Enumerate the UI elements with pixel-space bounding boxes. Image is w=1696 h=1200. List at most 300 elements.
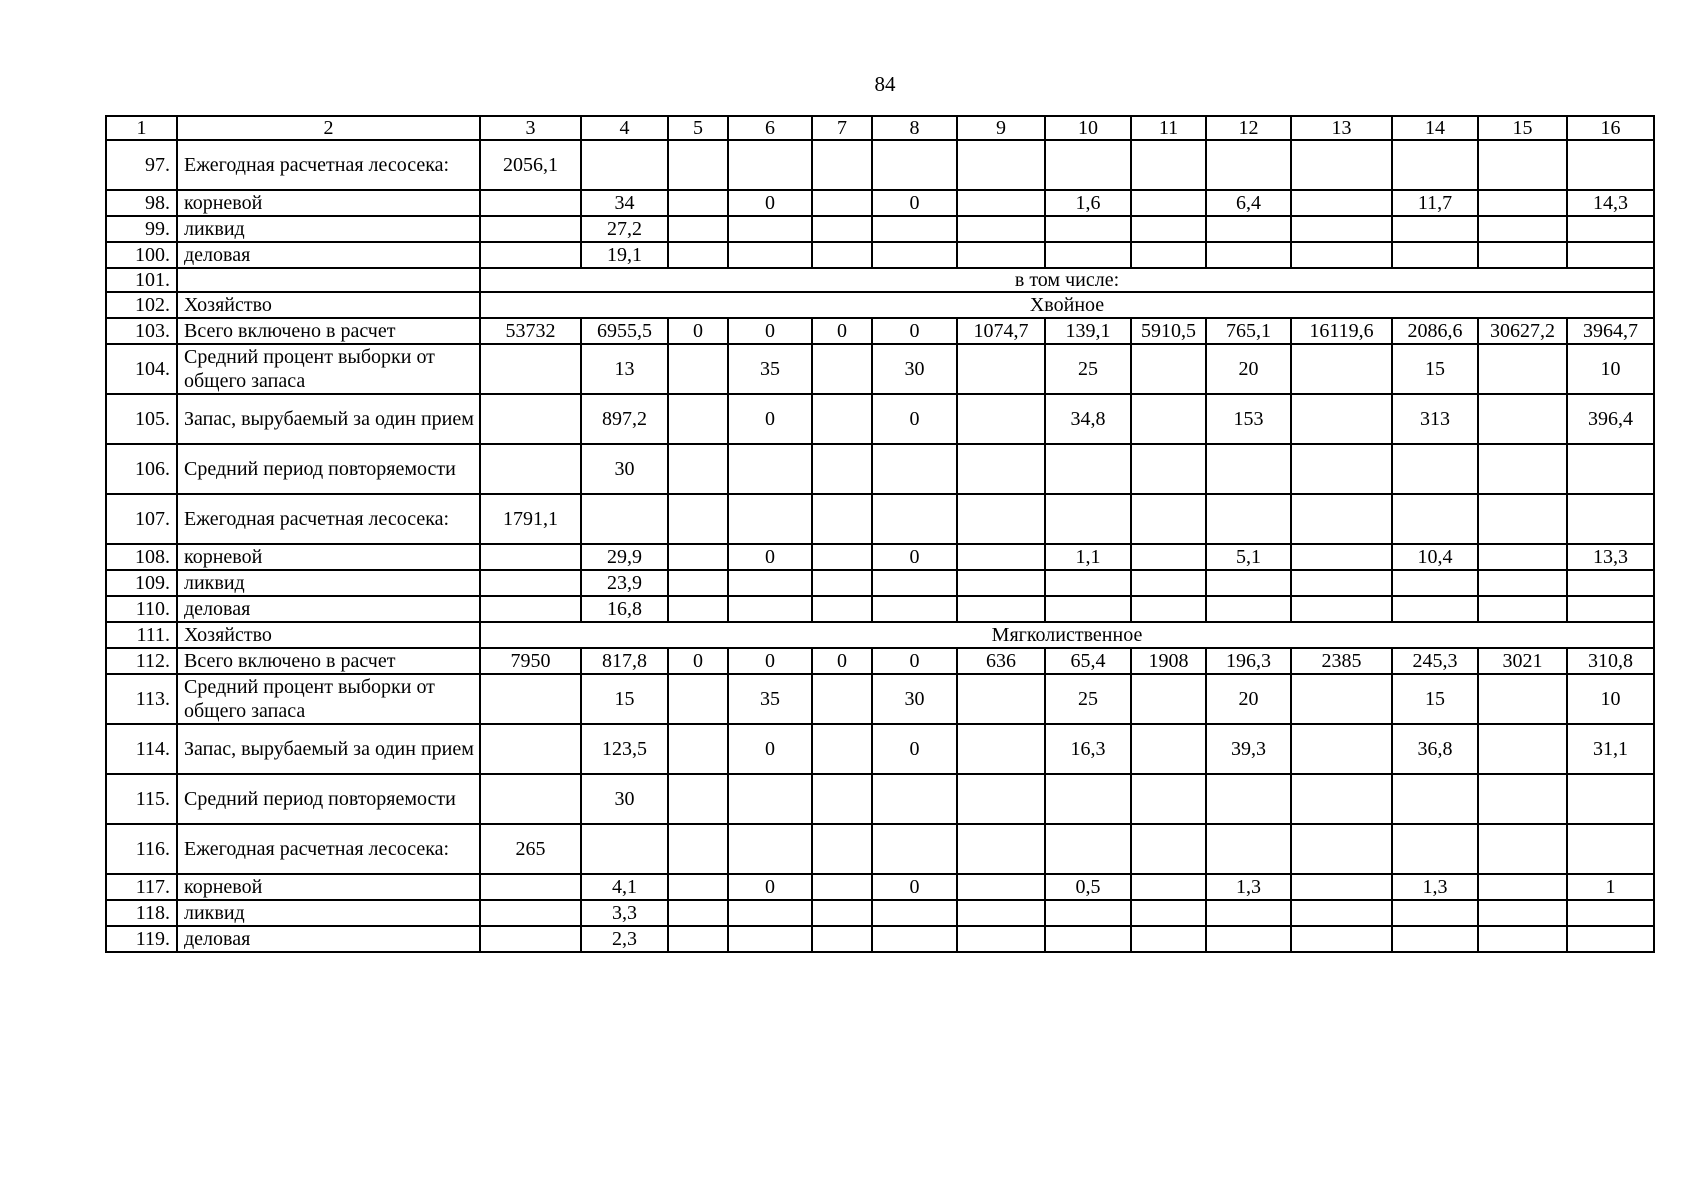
table-cell [1567, 216, 1654, 242]
table-cell [957, 926, 1045, 952]
table-cell [1567, 444, 1654, 494]
table-cell [872, 926, 957, 952]
row-label: корневой [177, 544, 480, 570]
table-cell: 0 [872, 394, 957, 444]
column-header: 9 [957, 116, 1045, 140]
table-cell [1291, 216, 1392, 242]
row-label: ликвид [177, 900, 480, 926]
table-cell [581, 494, 668, 544]
table-cell [1478, 596, 1567, 622]
table-cell [1206, 824, 1291, 874]
table-cell: 7950 [480, 648, 581, 674]
table-cell: 16,8 [581, 596, 668, 622]
table-cell [480, 190, 581, 216]
row-number: 105. [106, 394, 177, 444]
table-cell [728, 140, 812, 190]
table-cell: 3021 [1478, 648, 1567, 674]
table-cell [668, 900, 728, 926]
table-cell [1131, 674, 1206, 724]
table-row [106, 774, 1654, 824]
table-cell: 897,2 [581, 394, 668, 444]
table-cell [957, 344, 1045, 394]
table-cell: 30 [872, 344, 957, 394]
table-cell [872, 242, 957, 268]
table-cell [1131, 824, 1206, 874]
row-number: 106. [106, 444, 177, 494]
table-cell: 19,1 [581, 242, 668, 268]
table-cell [957, 674, 1045, 724]
table-cell: 1791,1 [480, 494, 581, 544]
table-cell: 0 [728, 190, 812, 216]
table-cell: 265 [480, 824, 581, 874]
table-cell [872, 824, 957, 874]
table-cell [1291, 874, 1392, 900]
row-label: Ежегодная расчетная лесосека: [177, 824, 480, 874]
table-cell [1131, 544, 1206, 570]
table-cell: 15 [581, 674, 668, 724]
table-row [106, 216, 1654, 242]
table-cell: 27,2 [581, 216, 668, 242]
column-header: 5 [668, 116, 728, 140]
table-cell [1131, 874, 1206, 900]
table-cell [480, 242, 581, 268]
table-row [106, 824, 1654, 874]
table-cell [1291, 926, 1392, 952]
table-cell [1567, 900, 1654, 926]
table-cell [1478, 190, 1567, 216]
table-cell: 5,1 [1206, 544, 1291, 570]
table-cell [1291, 900, 1392, 926]
table-cell: 6955,5 [581, 318, 668, 344]
table-cell: 29,9 [581, 544, 668, 570]
column-header: 4 [581, 116, 668, 140]
table-row [106, 648, 1654, 674]
table-cell [1478, 494, 1567, 544]
table-cell [728, 774, 812, 824]
table-cell [1567, 140, 1654, 190]
table-cell [668, 774, 728, 824]
table-cell [1478, 824, 1567, 874]
row-label: корневой [177, 190, 480, 216]
column-header: 10 [1045, 116, 1131, 140]
table-row [106, 900, 1654, 926]
table-cell [480, 774, 581, 824]
table-cell [1131, 926, 1206, 952]
table-cell: 10 [1567, 674, 1654, 724]
column-number-row [106, 116, 1654, 140]
table-cell: 0 [728, 874, 812, 900]
row-number: 108. [106, 544, 177, 570]
table-cell [1045, 570, 1131, 596]
table-cell [1291, 344, 1392, 394]
table-cell: 25 [1045, 674, 1131, 724]
row-number: 103. [106, 318, 177, 344]
table-cell: 245,3 [1392, 648, 1478, 674]
table-row [106, 724, 1654, 774]
table-cell: 0,5 [1045, 874, 1131, 900]
table-row [106, 494, 1654, 544]
table-cell: 0 [668, 318, 728, 344]
table-cell [480, 926, 581, 952]
row-label: Средний процент выборки от общего запаса [177, 344, 480, 394]
table-cell [1567, 570, 1654, 596]
row-label: Хозяйство [177, 622, 480, 648]
table-cell [812, 824, 872, 874]
table-cell [1291, 824, 1392, 874]
row-label: Средний период повторяемости [177, 774, 480, 824]
table-cell: 34,8 [1045, 394, 1131, 444]
table-cell [1392, 774, 1478, 824]
table-cell: 13,3 [1567, 544, 1654, 570]
row-number: 118. [106, 900, 177, 926]
table-cell [728, 444, 812, 494]
table-cell: 2385 [1291, 648, 1392, 674]
table-cell: 310,8 [1567, 648, 1654, 674]
table-cell [668, 494, 728, 544]
table-cell: 35 [728, 344, 812, 394]
table-cell [668, 926, 728, 952]
table-cell [668, 596, 728, 622]
row-number: 97. [106, 140, 177, 190]
table-row [106, 596, 1654, 622]
table-cell: 11,7 [1392, 190, 1478, 216]
table-row [106, 674, 1654, 724]
row-label [177, 268, 480, 292]
table-cell [1567, 824, 1654, 874]
table-cell [668, 674, 728, 724]
table-cell [480, 394, 581, 444]
table-cell: 0 [872, 544, 957, 570]
table-cell [957, 494, 1045, 544]
section-heading: Мягколиственное [480, 622, 1654, 648]
table-cell: 1 [1567, 874, 1654, 900]
row-label: Запас, вырубаемый за один прием [177, 724, 480, 774]
table-cell [1478, 242, 1567, 268]
table-cell: 0 [728, 318, 812, 344]
table-cell: 14,3 [1567, 190, 1654, 216]
table-cell: 1,1 [1045, 544, 1131, 570]
table-cell [957, 544, 1045, 570]
column-header: 15 [1478, 116, 1567, 140]
row-label: Ежегодная расчетная лесосека: [177, 494, 480, 544]
table-cell [1045, 926, 1131, 952]
row-label: ликвид [177, 570, 480, 596]
table-cell [812, 874, 872, 900]
table-cell [668, 242, 728, 268]
table-cell [668, 570, 728, 596]
table-cell [728, 900, 812, 926]
table-cell [1291, 242, 1392, 268]
table-cell [480, 344, 581, 394]
table-cell: 36,8 [1392, 724, 1478, 774]
table-cell [480, 724, 581, 774]
table-cell [1392, 570, 1478, 596]
table-cell [1131, 444, 1206, 494]
table-cell [1206, 570, 1291, 596]
table-cell [1131, 242, 1206, 268]
table-cell [668, 216, 728, 242]
table-cell: 30627,2 [1478, 318, 1567, 344]
column-header: 11 [1131, 116, 1206, 140]
table-cell [1291, 494, 1392, 544]
table-cell: 0 [728, 394, 812, 444]
table-cell: 1,6 [1045, 190, 1131, 216]
table-cell: 15 [1392, 674, 1478, 724]
table-cell [1291, 140, 1392, 190]
table-cell [1567, 926, 1654, 952]
table-cell [957, 190, 1045, 216]
row-label: Всего включено в расчет [177, 648, 480, 674]
table-cell [1478, 774, 1567, 824]
column-header: 1 [106, 116, 177, 140]
row-number: 119. [106, 926, 177, 952]
table-cell [1392, 596, 1478, 622]
table-cell [1478, 140, 1567, 190]
table-cell [1478, 874, 1567, 900]
table-cell: 2,3 [581, 926, 668, 952]
row-number: 112. [106, 648, 177, 674]
table-cell [812, 544, 872, 570]
table-row [106, 544, 1654, 570]
table-cell [957, 900, 1045, 926]
table-cell: 0 [872, 190, 957, 216]
table-cell: 10 [1567, 344, 1654, 394]
table-cell [1206, 926, 1291, 952]
table-cell [1131, 494, 1206, 544]
table-cell [872, 140, 957, 190]
table-body [106, 140, 1654, 952]
table-cell [1291, 444, 1392, 494]
table-cell: 0 [728, 544, 812, 570]
table-cell [1291, 596, 1392, 622]
row-number: 102. [106, 292, 177, 318]
table-cell: 1908 [1131, 648, 1206, 674]
table-cell [957, 394, 1045, 444]
row-number: 110. [106, 596, 177, 622]
table-cell: 31,1 [1567, 724, 1654, 774]
table-cell [1291, 394, 1392, 444]
row-label: Средний период повторяемости [177, 444, 480, 494]
table-cell [1045, 140, 1131, 190]
table-cell: 396,4 [1567, 394, 1654, 444]
table-cell [1478, 570, 1567, 596]
table-cell [668, 190, 728, 216]
table-row [106, 444, 1654, 494]
table-cell [1131, 394, 1206, 444]
table-cell [957, 724, 1045, 774]
table-cell: 817,8 [581, 648, 668, 674]
table-cell [480, 596, 581, 622]
table-cell: 16119,6 [1291, 318, 1392, 344]
table-cell [872, 494, 957, 544]
row-number: 100. [106, 242, 177, 268]
table-row [106, 394, 1654, 444]
table-cell [1478, 216, 1567, 242]
table-cell: 0 [872, 724, 957, 774]
table-cell [1567, 242, 1654, 268]
table-cell [872, 900, 957, 926]
table-cell [812, 774, 872, 824]
table-cell: 0 [812, 318, 872, 344]
table-cell [480, 570, 581, 596]
table-cell: 0 [728, 724, 812, 774]
table-cell [812, 926, 872, 952]
table-cell [1392, 140, 1478, 190]
table-cell [812, 570, 872, 596]
row-label: Ежегодная расчетная лесосека: [177, 140, 480, 190]
table-cell [668, 724, 728, 774]
table-cell [872, 444, 957, 494]
table-cell [1045, 444, 1131, 494]
table-row [106, 140, 1654, 190]
table-cell [1567, 494, 1654, 544]
table-cell [1478, 344, 1567, 394]
table-cell [872, 774, 957, 824]
table-row [106, 926, 1654, 952]
table-row [106, 344, 1654, 394]
table-cell: 0 [872, 318, 957, 344]
table-cell: 20 [1206, 344, 1291, 394]
table-cell: 1,3 [1206, 874, 1291, 900]
table-cell [812, 596, 872, 622]
table-cell: 39,3 [1206, 724, 1291, 774]
table-cell [1478, 674, 1567, 724]
table-cell [812, 444, 872, 494]
table-cell [957, 570, 1045, 596]
table-cell [480, 874, 581, 900]
table-cell: 35 [728, 674, 812, 724]
table-cell [728, 596, 812, 622]
table-cell: 25 [1045, 344, 1131, 394]
row-label: Запас, вырубаемый за один прием [177, 394, 480, 444]
row-number: 104. [106, 344, 177, 394]
table-cell: 3,3 [581, 900, 668, 926]
table-cell [957, 140, 1045, 190]
table-cell [1392, 494, 1478, 544]
column-header: 3 [480, 116, 581, 140]
table-cell [957, 596, 1045, 622]
table-cell: 20 [1206, 674, 1291, 724]
table-row [106, 292, 1654, 318]
table-row [106, 242, 1654, 268]
table-cell [480, 444, 581, 494]
table-cell: 123,5 [581, 724, 668, 774]
table-cell: 0 [872, 648, 957, 674]
table-cell [668, 444, 728, 494]
table-cell [1131, 900, 1206, 926]
row-number: 99. [106, 216, 177, 242]
table-cell [1045, 494, 1131, 544]
row-label: Средний процент выборки от общего запаса [177, 674, 480, 724]
table-cell [812, 674, 872, 724]
table-cell [480, 900, 581, 926]
table-cell: 15 [1392, 344, 1478, 394]
table-cell [812, 190, 872, 216]
table-cell [1206, 242, 1291, 268]
table-cell [728, 242, 812, 268]
table-cell: 23,9 [581, 570, 668, 596]
table-cell: 6,4 [1206, 190, 1291, 216]
row-number: 113. [106, 674, 177, 724]
page-number: 84 [874, 72, 896, 96]
column-header: 14 [1392, 116, 1478, 140]
table-cell [1206, 444, 1291, 494]
table-cell [957, 824, 1045, 874]
table-cell: 4,1 [581, 874, 668, 900]
table-cell [1206, 596, 1291, 622]
forest-calculation-table [105, 115, 1655, 953]
table-cell [480, 544, 581, 570]
table-cell [1045, 900, 1131, 926]
column-header: 7 [812, 116, 872, 140]
table-cell [1045, 596, 1131, 622]
table-cell [668, 394, 728, 444]
table-cell [480, 674, 581, 724]
table-cell [1131, 724, 1206, 774]
table-cell [581, 824, 668, 874]
table-cell [1291, 674, 1392, 724]
table-cell: 2086,6 [1392, 318, 1478, 344]
table-cell [957, 774, 1045, 824]
row-number: 114. [106, 724, 177, 774]
column-header: 16 [1567, 116, 1654, 140]
table-cell [1291, 724, 1392, 774]
table-cell [812, 900, 872, 926]
table-cell [1567, 596, 1654, 622]
column-header: 6 [728, 116, 812, 140]
table-cell [812, 724, 872, 774]
table-cell [1291, 190, 1392, 216]
table-cell [812, 394, 872, 444]
table-cell: 5910,5 [1131, 318, 1206, 344]
table-cell [728, 216, 812, 242]
table-cell [1206, 774, 1291, 824]
table-cell [1291, 544, 1392, 570]
table-cell [668, 140, 728, 190]
row-label: ликвид [177, 216, 480, 242]
table-cell [1392, 216, 1478, 242]
table-cell: 0 [872, 874, 957, 900]
table-cell: 765,1 [1206, 318, 1291, 344]
table-row [106, 874, 1654, 900]
table-cell [1131, 140, 1206, 190]
table-cell [1392, 242, 1478, 268]
table-cell: 1,3 [1392, 874, 1478, 900]
table-cell [1392, 900, 1478, 926]
section-heading: Хвойное [480, 292, 1654, 318]
table-cell [812, 242, 872, 268]
table-cell [668, 874, 728, 900]
table-cell [957, 242, 1045, 268]
table-cell [1045, 216, 1131, 242]
table-cell [668, 544, 728, 570]
table-cell: 139,1 [1045, 318, 1131, 344]
table-cell: 0 [812, 648, 872, 674]
table-cell [1131, 774, 1206, 824]
table-cell: 30 [581, 774, 668, 824]
table-cell: 0 [668, 648, 728, 674]
table-cell [728, 570, 812, 596]
table-cell [1478, 926, 1567, 952]
table-cell: 2056,1 [480, 140, 581, 190]
table-cell: 3964,7 [1567, 318, 1654, 344]
table-cell [1045, 774, 1131, 824]
section-heading: в том числе: [480, 268, 1654, 292]
row-number: 101. [106, 268, 177, 292]
table-cell [1478, 394, 1567, 444]
table-cell [1567, 774, 1654, 824]
table-cell [1206, 494, 1291, 544]
